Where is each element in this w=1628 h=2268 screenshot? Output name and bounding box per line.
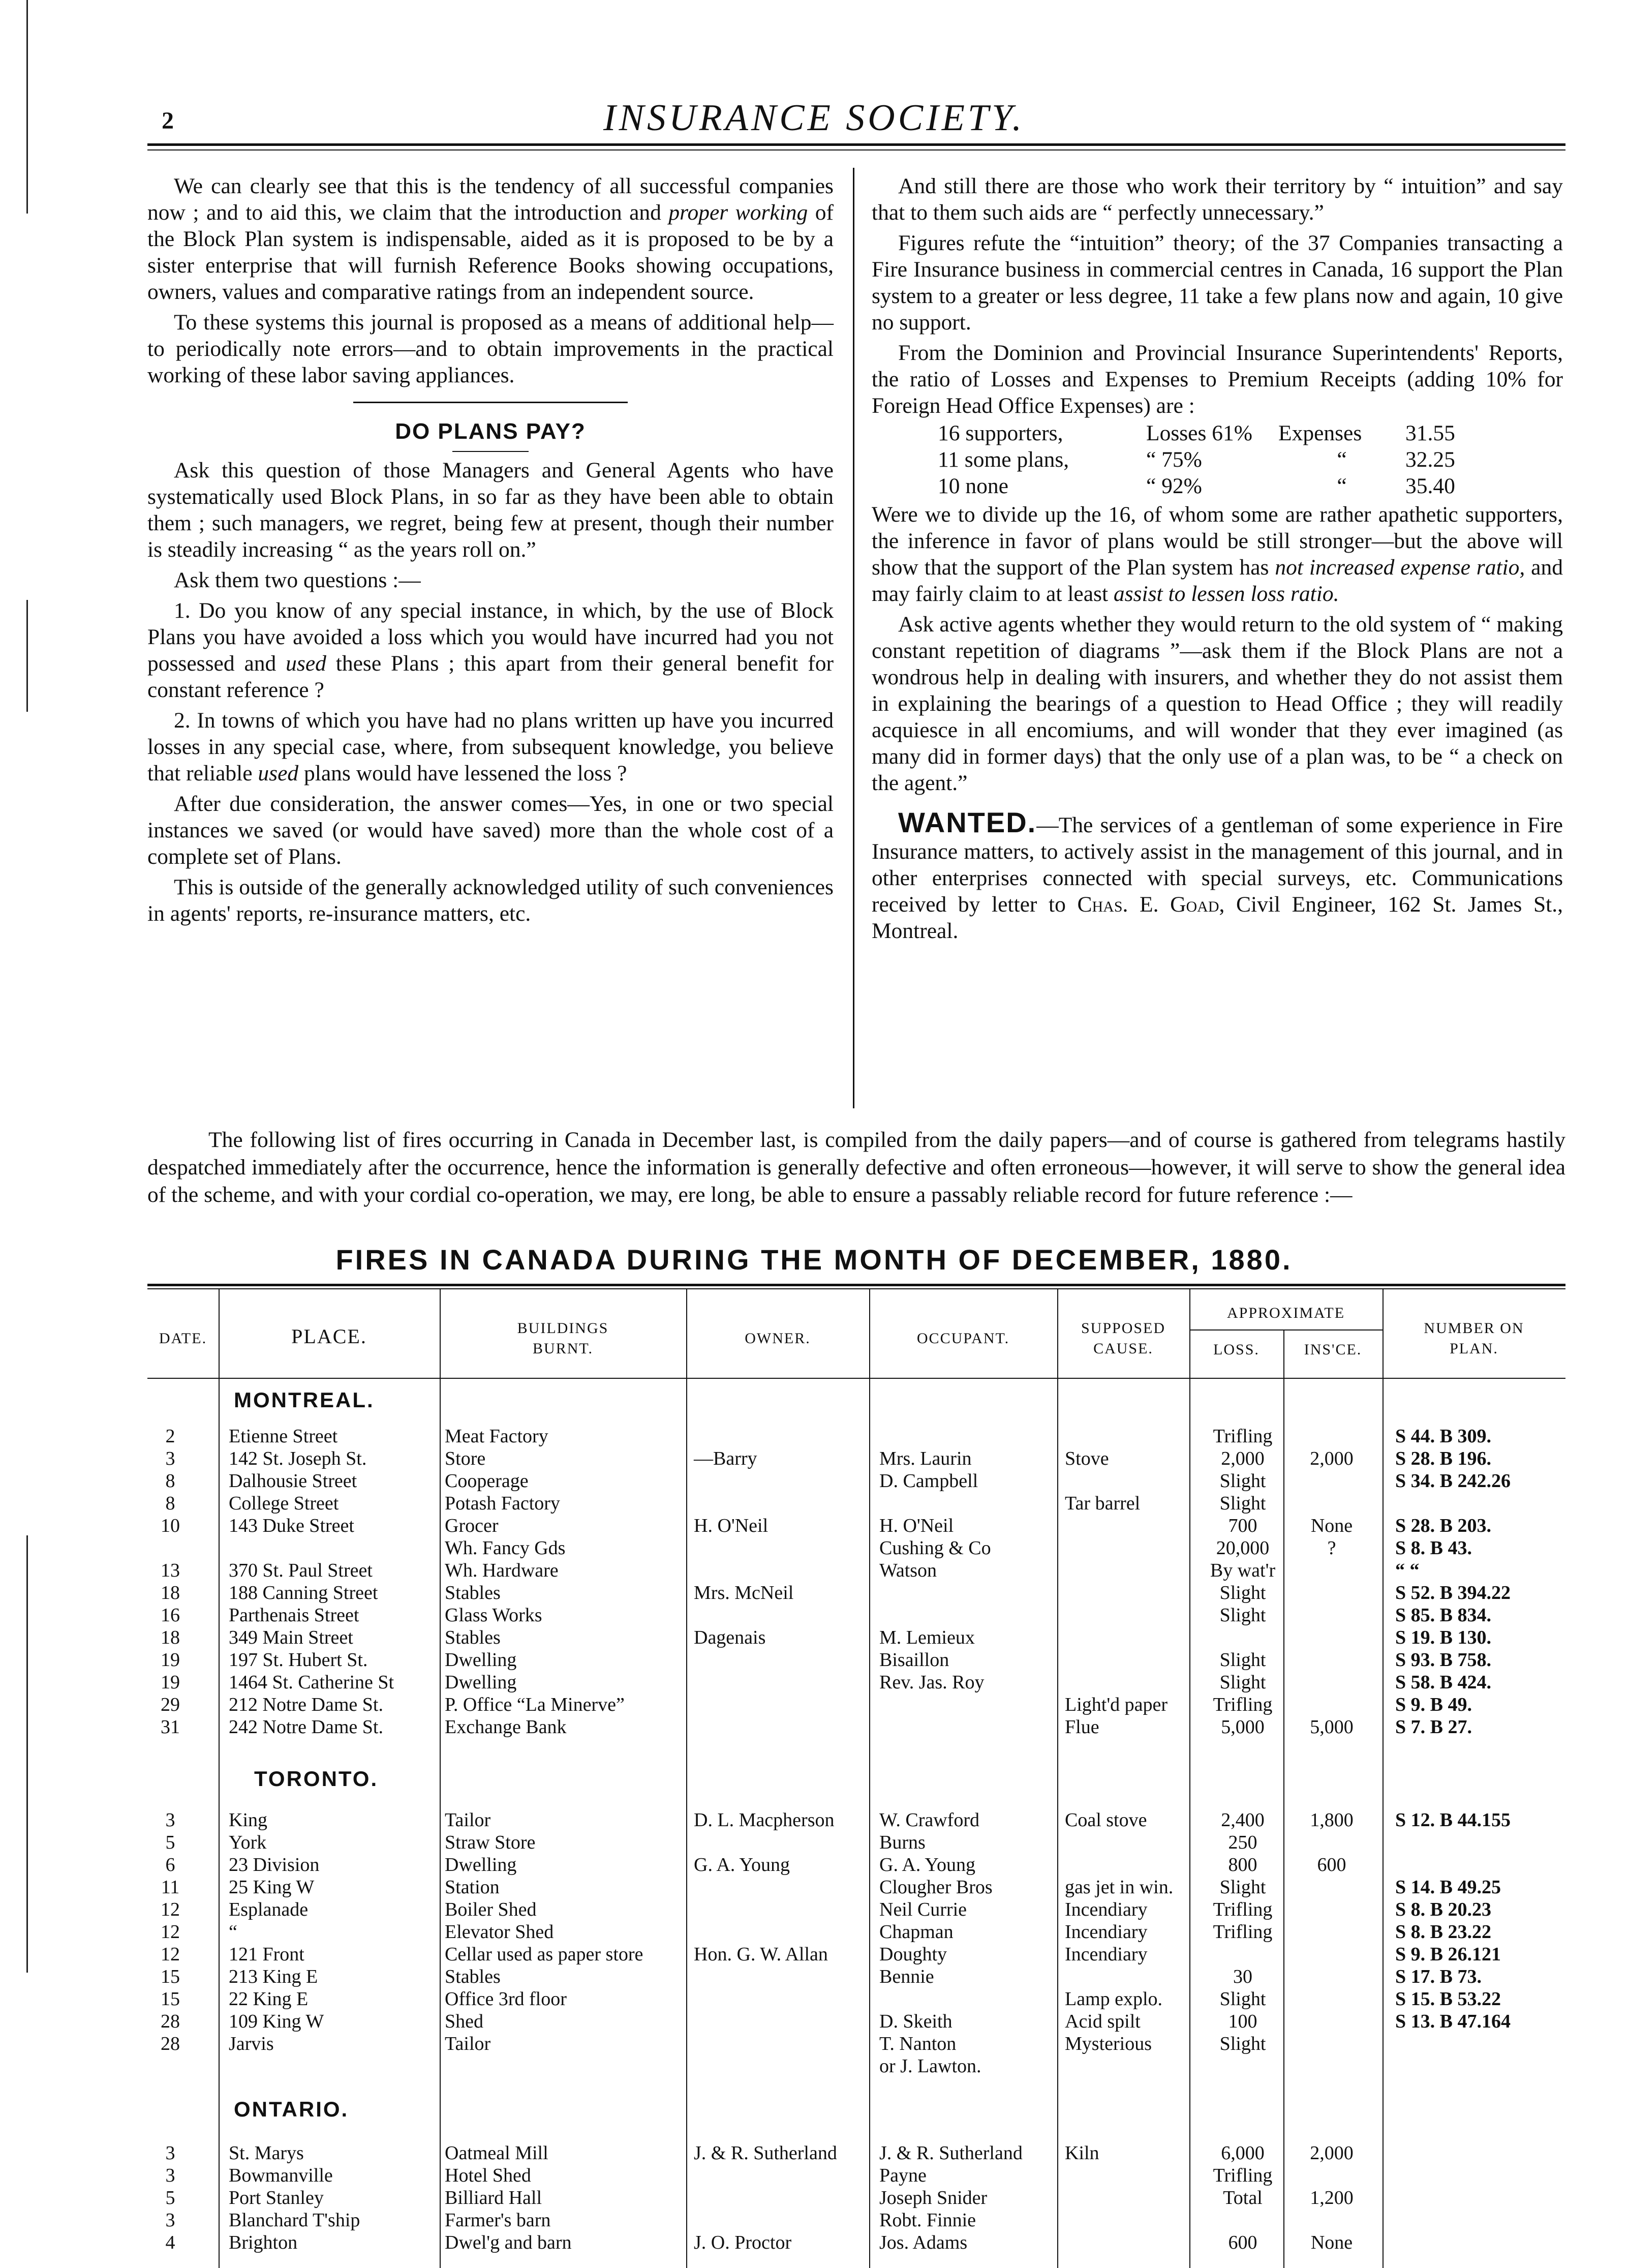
ratio-table [938,420,1497,499]
text: and may fairly claim to at least [872,555,1563,606]
cell-loss: Slight [1219,2033,1266,2054]
cell-date: 28 [161,2011,180,2032]
ratio-group: 16 supporters, [938,421,1063,445]
text: —The services of a gentleman of some experience in Fire Insurance matters, to actively assist in the management of this journal, and in other enterprises connected with special surveys, etc. Communications received by letter to [872,813,1563,917]
cell-place: 370 St. Paul Street [229,1560,373,1581]
cell-occupant: W. Crawford [879,1809,979,1831]
cell-loss: 250 [1228,1832,1257,1853]
intro-paragraph [147,1126,1565,1208]
emphasis: used [258,761,299,785]
cell-owner: Mrs. McNeil [694,1582,794,1604]
cell-cause: Coal stove [1065,1809,1147,1831]
col-divider [440,1289,441,2268]
cell-loss: 800 [1228,1854,1257,1876]
cell-insurance: ? [1327,1537,1336,1559]
running-title: INSURANCE SOCIETY. [603,97,1025,139]
cell-place: 242 Notre Dame St. [229,1716,383,1738]
header-loss: LOSS. [1213,1341,1260,1358]
cell-cause: Acid spilt [1065,2011,1141,2032]
col-divider [869,1289,870,2268]
cell-owner: —Barry [694,1448,757,1469]
section-heading-montreal: MONTREAL. [234,1388,375,1412]
cell-cause: Flue [1065,1716,1099,1738]
header-buildings: BUILDINGS [517,1320,609,1337]
cell-buildings: Hotel Shed [445,2165,531,2186]
cell-date: 28 [161,2033,180,2054]
cell-insurance: None [1310,2232,1353,2253]
cell-buildings: Dwelling [445,1854,517,1876]
cell-place: College Street [229,1493,339,1514]
table-header-rule [147,1378,1565,1379]
header-rule-thin [147,149,1565,150]
fires-table [147,1284,1565,2268]
cell-plan-number: “ “ [1395,1560,1420,1581]
ratio-expenses: 32.25 [1405,447,1455,472]
cell-owner: J. O. Proctor [694,2232,792,2253]
cell-buildings: Wh. Fancy Gds [445,1537,566,1559]
cell-buildings: Boiler Shed [445,1899,537,1920]
col-divider [1189,1289,1190,2268]
header-number-on-plan-2: PLAN. [1450,1340,1498,1357]
cell-date: 3 [165,1809,175,1831]
cell-loss: 30 [1233,1966,1252,1987]
cell-plan-number: S 93. B 758. [1395,1649,1491,1671]
cell-place: 213 King E [229,1966,318,1987]
cell-plan-number: S 8. B 23.22 [1395,1921,1491,1943]
cell-buildings: Tailor [445,1809,491,1831]
cell-date: 18 [161,1582,180,1604]
emphasis: used [286,651,326,676]
cell-cause: Light'd paper [1065,1694,1168,1715]
cell-loss: Slight [1219,1649,1266,1671]
paragraph: Figures refute the “intuition” theory; of the 37 Companies transacting a Fire Insurance business in commercial centres in Canada, 16 support the Plan system to a greater or less degree, 11 take a few plans now and again, 10 give no support. [872,231,1563,335]
cell-insurance: 2,000 [1310,1448,1354,1469]
question-2 [147,707,834,787]
cell-buildings: Cellar used as paper store [445,1944,643,1965]
paragraph: And still there are those who work their territory by “ intuition” and say that to them such aids are “ perfectly unnecessary.” [872,174,1563,225]
cell-plan-number: S 8. B 43. [1395,1537,1472,1559]
cell-plan-number: S 85. B 834. [1395,1605,1491,1626]
header-date: DATE. [159,1330,207,1347]
cell-date: 12 [161,1944,180,1965]
wanted-label: WANTED. [898,806,1037,838]
table-rule-top [147,1284,1565,1286]
cell-place: Dalhousie Street [229,1470,357,1492]
ratio-group: 11 some plans, [938,447,1069,472]
cell-occupant: Mrs. Laurin [879,1448,972,1469]
cell-place: 349 Main Street [229,1627,353,1648]
cell-loss: 600 [1228,2232,1257,2253]
cell-place: 1464 St. Catherine St [229,1672,394,1693]
cell-plan-number: S 14. B 49.25 [1395,1877,1501,1898]
cell-occupant: G. A. Young [879,1854,976,1876]
cell-insurance: 600 [1317,1854,1346,1876]
cell-plan-number: S 28. B 203. [1395,1515,1491,1536]
cell-buildings: Farmer's barn [445,2210,551,2231]
cell-buildings: Oatmeal Mill [445,2142,548,2164]
cell-loss: Slight [1219,1988,1266,2010]
table-title: FIRES IN CANADA DURING THE MONTH OF DECEMBER, 1880. [335,1244,1293,1276]
ratio-row [938,420,1497,446]
text: Civil Engineer, 162 St. James St., Montreal. [872,892,1563,943]
cell-plan-number: S 19. B 130. [1395,1627,1491,1648]
cell-date: 3 [165,2210,175,2231]
cell-date: 12 [161,1921,180,1943]
ratio-losses: Losses 61% [1146,421,1253,445]
cell-place: King [229,1809,267,1831]
header-cause: SUPPOSED [1081,1320,1166,1337]
ratio-expenses: 35.40 [1405,474,1455,498]
cell-loss: 6,000 [1221,2142,1265,2164]
cell-cause: Tar barrel [1065,1493,1141,1514]
cell-owner: Hon. G. W. Allan [694,1944,828,1965]
cell-place: 22 King E [229,1988,309,2010]
cell-place: 143 Duke Street [229,1515,354,1536]
text: these Plans ; this apart from their general benefit for constant reference ? [147,651,834,702]
cell-occupant: D. Skeith [879,2011,953,2032]
cell-place: Blanchard T'ship [229,2210,360,2231]
cell-date: 3 [165,2165,175,2186]
left-column [147,173,834,931]
cell-place: Jarvis [229,2033,274,2054]
cell-plan-number: S 34. B 242.26 [1395,1470,1511,1492]
right-column [872,173,1563,948]
text: 2. In towns of which you have had no plans written up have you incurred losses in any special case, where, from subsequent knowledge, you believe that reliable [147,708,834,785]
cell-date: 29 [161,1694,180,1715]
page-edge-mark [26,600,28,712]
cell-date: 6 [165,1854,175,1876]
cell-loss: Total [1223,2187,1263,2209]
emphasis: not increased expense ratio, [1275,555,1525,580]
cell-plan-number: S 44. B 309. [1395,1426,1491,1447]
cell-place: “ [229,1921,237,1943]
cell-cause: Incendiary [1065,1944,1148,1965]
cell-occupant: Watson [879,1560,937,1581]
cell-cause: Lamp explo. [1065,1988,1163,2010]
cell-loss: 5,000 [1221,1716,1265,1738]
cell-plan-number: S 15. B 53.22 [1395,1988,1501,2010]
section-heading: DO PLANS PAY? [395,419,586,444]
cell-date: 19 [161,1649,180,1671]
cell-buildings: Stables [445,1627,501,1648]
cell-buildings: P. Office “La Minerve” [445,1694,625,1715]
cell-place: Esplanade [229,1899,309,1920]
cell-plan-number: S 7. B 27. [1395,1716,1472,1738]
cell-cause: Incendiary [1065,1921,1148,1943]
cell-buildings: Glass Works [445,1605,542,1626]
cell-date: 8 [165,1470,175,1492]
cell-occupant: Robt. Finnie [879,2210,976,2231]
cell-place: 212 Notre Dame St. [229,1694,383,1715]
cell-loss: Slight [1219,1877,1266,1898]
cell-date: 2 [165,1426,175,1447]
cell-cause: Incendiary [1065,1899,1148,1920]
cell-date: 8 [165,1493,175,1514]
paragraph: From the Dominion and Provincial Insurance Superintendents' Reports, the ratio of Losses and Expenses to Premium Receipts (adding 10% for Foreign Head Office Expenses) are : [872,341,1563,418]
ratio-losses: “ 92% [1146,474,1202,498]
cell-loss: 700 [1228,1515,1257,1536]
cell-loss: Trifling [1213,1921,1273,1943]
cell-place: 23 Division [229,1854,320,1876]
header-number-on-plan: NUMBER ON [1424,1320,1524,1337]
text: 1. Do you know of any special instance, in which, by the use of Block Plans you have avoided a loss which you would have incurred had you not possessed and [147,598,834,676]
cell-occupant: Joseph Snider [879,2187,988,2209]
header-buildings-2: BURNT. [533,1340,593,1357]
cell-occupant: H. O'Neil [879,1515,954,1536]
cell-date: 5 [165,2187,175,2209]
cell-place: St. Marys [229,2142,304,2164]
ratio-row [938,473,1497,499]
ratio-group: 10 none [938,474,1008,498]
cell-occupant: Bisaillon [879,1649,949,1671]
cell-loss: 100 [1228,2011,1257,2032]
cell-buildings: Exchange Bank [445,1716,567,1738]
header-cause-2: CAUSE. [1093,1340,1153,1357]
cell-buildings: Wh. Hardware [445,1560,559,1581]
cell-buildings: Meat Factory [445,1426,548,1447]
cell-date: 16 [161,1605,180,1626]
section-heading-toronto: TORONTO. [254,1767,379,1791]
page-number: 2 [162,107,174,134]
cell-occupant: Jos. Adams [879,2232,968,2253]
cell-loss: Slight [1219,1582,1266,1604]
cell-date: 11 [161,1877,180,1898]
paragraph [872,501,1563,607]
cell-buildings: Stables [445,1582,501,1604]
text: We can clearly see that this is the tendency of all successful companies now ; and to aid this, we claim that the introduction and [147,174,834,225]
paragraph [147,173,834,305]
cell-buildings: Grocer [445,1515,499,1536]
cell-insurance: 1,200 [1310,2187,1354,2209]
text: The following list of fires occurring in Canada in December last, is compiled from the daily papers—and of course is gathered from telegrams hastily despatched immediately after the occurrence, hence the information is generally defective and often erroneous—however, it will serve to show the general idea of the scheme, and with your cordial co-operation, we may, ere long, be able to ensure a passably reliable record for future reference :— [147,1128,1565,1207]
cell-loss: Trifling [1213,1694,1273,1715]
cell-date: 18 [161,1627,180,1648]
cell-plan-number: S 9. B 26.121 [1395,1944,1501,1965]
header-insurance: INS'CE. [1304,1341,1362,1358]
cell-occupant: Burns [879,1832,926,1853]
cell-place: 109 King W [229,2011,324,2032]
cell-cause: Mysterious [1065,2033,1152,2054]
cell-occupant: Neil Currie [879,1899,967,1920]
cell-insurance: 5,000 [1310,1716,1354,1738]
cell-loss: Trifling [1213,1426,1273,1447]
col-divider [1057,1289,1058,2268]
paragraph: Ask active agents whether they would return to the old system of “ making constant repetition of diagrams ”—ask them if the Block Plans are not a wondrous help in dealing with insurers, and whether they do not assist them in explaining the bearings of a question to Head Office ; they will readily acquiesce in all encomiums, and will wonder that they ever imagined (as many did in former days) that the only use of a plan was, to be “ a check on the agent.” [872,612,1563,795]
cell-occupant: or J. Lawton. [879,2055,981,2077]
cell-occupant: J. & R. Sutherland [879,2142,1023,2164]
col-divider [686,1289,687,2268]
cell-plan-number: S 13. B 47.164 [1395,2011,1511,2032]
cell-buildings: Dwelling [445,1649,517,1671]
ratio-expenses: 31.55 [1405,421,1455,445]
cell-loss: 20,000 [1216,1537,1270,1559]
cell-place: 188 Canning Street [229,1582,378,1604]
cell-date: 10 [161,1515,180,1536]
cell-date: 31 [161,1716,180,1738]
cell-plan-number: S 9. B 49. [1395,1694,1472,1715]
cell-loss: Slight [1219,1672,1266,1693]
cell-place: 197 St. Hubert St. [229,1649,368,1671]
col-divider [1383,1289,1384,2268]
cell-occupant: Clougher Bros [879,1877,993,1898]
cell-occupant: Payne [879,2165,927,2186]
cell-loss: Slight [1219,1470,1266,1492]
cell-place: York [229,1832,267,1853]
cell-date: 15 [161,1966,180,1987]
emphasis: proper working [668,200,808,225]
cell-buildings: Dwel'g and barn [445,2232,572,2253]
cell-occupant: Chapman [879,1921,954,1943]
cell-plan-number: S 8. B 20.23 [1395,1899,1491,1920]
cell-owner: D. L. Macpherson [694,1809,835,1831]
header-owner: OWNER. [745,1330,811,1347]
approx-subrule [1189,1329,1383,1330]
cell-buildings: Dwelling [445,1672,517,1693]
cell-owner: G. A. Young [694,1854,790,1876]
cell-plan-number: S 17. B 73. [1395,1966,1482,1987]
section-rule [353,402,628,403]
cell-buildings: Stables [445,1966,501,1987]
header-occupant: OCCUPANT. [916,1330,1010,1347]
cell-owner: Dagenais [694,1627,766,1648]
text: plans would have lessened the loss ? [298,761,627,785]
cell-occupant: Doughty [879,1944,947,1965]
cell-buildings: Office 3rd floor [445,1988,567,2010]
cell-buildings: Station [445,1877,500,1898]
cell-date: 15 [161,1988,180,2010]
wanted-notice [872,806,1563,944]
header-approximate: APPROXIMATE [1226,1305,1345,1321]
text: Were we to divide up the 16, of whom some are rather apathetic supporters, the inference in favor of plans would be still stronger—but the above will show that the support of the Plan system has [872,502,1563,580]
cell-buildings: Shed [445,2011,483,2032]
cell-occupant: D. Campbell [879,1470,978,1492]
contact-name: Chas. E. Goad, [1077,892,1225,917]
cell-plan-number: S 58. B 424. [1395,1672,1491,1693]
cell-occupant: T. Nanton [879,2033,957,2054]
cell-buildings: Billiard Hall [445,2187,542,2209]
cell-insurance: 2,000 [1310,2142,1354,2164]
cell-date: 3 [165,2142,175,2164]
column-divider [853,168,854,1108]
ratio-expenses-label: Expenses [1278,421,1362,445]
cell-loss: By wat'r [1210,1560,1276,1581]
cell-date: 19 [161,1672,180,1693]
cell-insurance: None [1310,1515,1353,1536]
text: of the Block Plan system is indispensable, aided as it is proposed to be by a sister enterprise that will furnish Reference Books showing occupations, owners, values and comparative ratings from an independent source. [147,200,834,304]
cell-date: 12 [161,1899,180,1920]
cell-loss: Trifling [1213,1899,1273,1920]
paragraph: To these systems this journal is proposed as a means of additional help—to periodically note errors—and to obtain improvements in the practical working of these labor saving appliances. [147,310,834,387]
cell-place: Brighton [229,2232,298,2253]
cell-occupant: Rev. Jas. Roy [879,1672,985,1693]
cell-buildings: Elevator Shed [445,1921,554,1943]
heading-rule [452,451,529,452]
cell-plan-number: S 28. B 196. [1395,1448,1491,1469]
paragraph: Ask them two questions :— [174,568,421,592]
cell-buildings: Potash Factory [445,1493,560,1514]
ratio-losses: “ 75% [1146,447,1202,472]
cell-loss: 2,400 [1221,1809,1265,1831]
cell-cause: Kiln [1065,2142,1099,2164]
cell-cause: Stove [1065,1448,1109,1469]
paragraph: This is outside of the generally acknowledged utility of such conveniences in agents' reports, re-insurance matters, etc. [147,875,834,926]
cell-cause: gas jet in win. [1065,1877,1174,1898]
cell-loss: 2,000 [1221,1448,1265,1469]
ratio-row [938,446,1497,473]
cell-place: Bowmanville [229,2165,333,2186]
cell-occupant: Bennie [879,1966,934,1987]
table-rule-top-thin [147,1288,1565,1289]
cell-buildings: Store [445,1448,486,1469]
cell-insurance: 1,800 [1310,1809,1354,1831]
cell-buildings: Straw Store [445,1832,536,1853]
cell-buildings: Tailor [445,2033,491,2054]
cell-loss: Trifling [1213,2165,1273,2186]
header-rule [147,143,1565,146]
cell-place: 25 King W [229,1877,315,1898]
cell-occupant: Cushing & Co [879,1537,991,1559]
cell-buildings: Cooperage [445,1470,529,1492]
question-1 [147,597,834,703]
cell-place: Parthenais Street [229,1605,359,1626]
section-heading-ontario: ONTARIO. [234,2097,349,2121]
ratio-expenses-label: “ [1337,447,1347,472]
cell-place: Etienne Street [229,1426,338,1447]
paragraph: After due consideration, the answer comes—Yes, in one or two special instances we saved (or would have saved) more than the whole cost of a complete set of Plans. [147,792,834,869]
col-divider [219,1289,220,2268]
cell-plan-number: S 12. B 44.155 [1395,1809,1511,1831]
cell-date: 5 [165,1832,175,1853]
cell-place: Port Stanley [229,2187,324,2209]
cell-owner: H. O'Neil [694,1515,769,1536]
cell-place: 121 Front [229,1944,304,1965]
cell-date: 4 [165,2232,175,2253]
ratio-expenses-label: “ [1337,474,1347,498]
cell-loss: Slight [1219,1605,1266,1626]
cell-place: 142 St. Joseph St. [229,1448,367,1469]
cell-date: 13 [161,1560,180,1581]
cell-plan-number: S 52. B 394.22 [1395,1582,1511,1604]
cell-date: 3 [165,1448,175,1469]
header-place: PLACE. [291,1325,367,1348]
emphasis: assist to lessen loss ratio. [1113,582,1339,606]
paragraph: Ask this question of those Managers and General Agents who have systematically used Block Plans, in so far as they have been able to obtain them ; such managers, we regret, being few at present, though their number is steadily increasing “ as the years roll on.” [147,458,834,562]
cell-occupant: M. Lemieux [879,1627,975,1648]
cell-loss: Slight [1219,1493,1266,1514]
page-edge-mark [26,1535,28,1973]
cell-owner: J. & R. Sutherland [694,2142,837,2164]
